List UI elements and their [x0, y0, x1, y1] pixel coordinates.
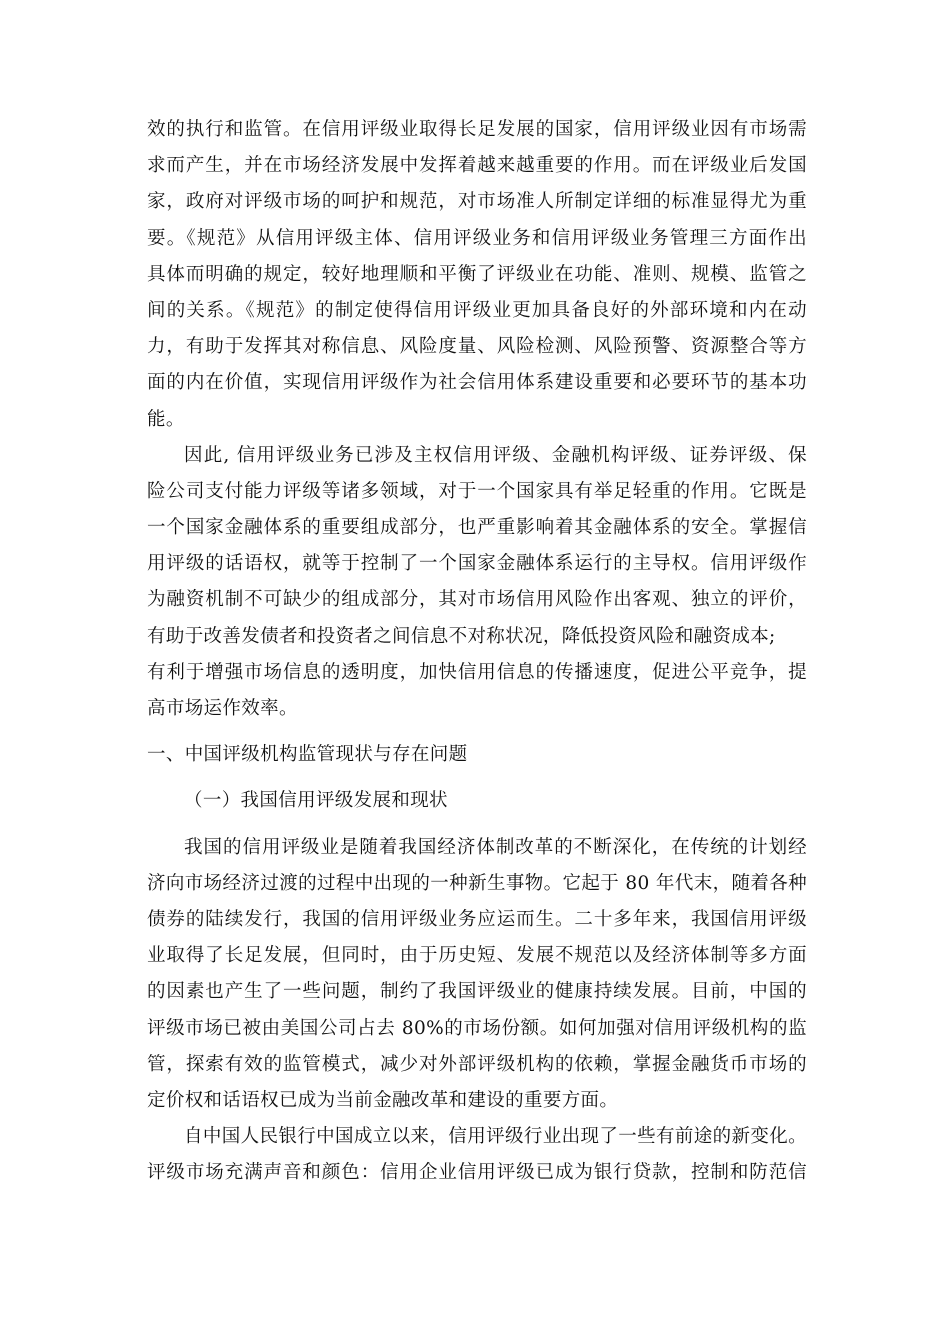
text-line: 求而产生，并在市场经济发展中发挥着越来越重要的作用。而在评级业后发国: [147, 155, 807, 177]
text-line: 效的执行和监管。在信用评级业取得长足发展的国家，信用评级业因有市场需: [147, 119, 807, 140]
text-line: 面的内在价值，实现信用评级作为社会信用体系建设重要和必要环节的基本功: [147, 372, 807, 394]
text-line: 因此, 信用评级业务已涉及主权信用评级、金融机构评级、证券评级、保: [184, 444, 807, 466]
text-line: 间的关系。《规范》的制定使得信用评级业更加具备良好的外部环境和内在动: [147, 299, 807, 321]
text-line: 为融资机制不可缺少的组成部分，其对市场信用风险作出客观、独立的评价，: [147, 589, 807, 611]
text-line: 评级市场充满声音和颜色：信用企业信用评级已成为银行贷款，控制和防范信: [147, 1162, 807, 1184]
text-line: 要。《规范》从信用评级主体、信用评级业务和信用评级业务管理三方面作出: [147, 227, 807, 249]
text-line: 具体而明确的规定，较好地理顺和平衡了评级业在功能、准则、规模、监管之: [147, 263, 807, 285]
text-line: 用评级的话语权，就等于控制了一个国家金融体系运行的主导权。信用评级作: [147, 553, 807, 575]
text-line: 我国的信用评级业是随着我国经济体制改革的不断深化，在传统的计划经: [184, 836, 807, 858]
text-line: 高市场运作效率。: [147, 698, 298, 719]
text-line: 家，政府对评级市场的呵护和规范，对市场准人所制定详细的标准显得尤为重: [147, 191, 807, 213]
text-line: 债券的陆续发行，我国的信用评级业务应运而生。二十多年来，我国信用评级: [147, 908, 807, 930]
document-page: [147, 112, 807, 1191]
text-line: 险公司支付能力评级等诸多领域，对于一个国家具有举足轻重的作用。它既是: [147, 480, 807, 502]
subsection-heading: （一）我国信用评级发展和现状: [184, 790, 448, 812]
text-line: 力，有助于发挥其对称信息、风险度量、风险检测、风险预警、资源整合等方: [147, 336, 807, 358]
paragraph: [147, 1119, 807, 1191]
text-line: 济向市场经济过渡的过程中出现的一种新生事物。它起于 80 年代末，随着各种: [147, 872, 807, 894]
text-line: 业取得了长足发展，但同时，由于历史短、发展不规范以及经济体制等多方面: [147, 945, 807, 967]
text-line: 评级市场已被由美国公司占去 80%的市场份额。如何加强对信用评级机构的监: [147, 1017, 807, 1039]
text-line: 定价权和话语权已成为当前金融改革和建设的重要方面。: [147, 1089, 619, 1111]
paragraph: [147, 438, 807, 728]
text-line: 管，探索有效的监管模式，减少对外部评级机构的依赖，掌握金融货币市场的: [147, 1053, 807, 1075]
text-line: 的因素也产生了一些问题，制约了我国评级业的健康持续发展。目前，中国的: [147, 981, 807, 1003]
text-line: 一个国家金融体系的重要组成部分，也严重影响着其金融体系的安全。掌握信: [147, 517, 807, 539]
paragraph: [147, 112, 807, 438]
text-line: 自中国人民银行中国成立以来，信用评级行业出现了一些有前途的新变化。: [184, 1126, 807, 1148]
text-line: 有利于增强市场信息的透明度，加快信用信息的传播速度，促进公平竞争，提: [147, 661, 807, 683]
paragraph: [147, 830, 807, 1120]
text-line: 能。: [147, 408, 185, 430]
section-heading: 一、中国评级机构监管现状与存在问题: [147, 744, 468, 766]
text-line: 有助于改善发债者和投资者之间信息不对称状况，降低投资风险和融资成本;: [147, 625, 776, 647]
